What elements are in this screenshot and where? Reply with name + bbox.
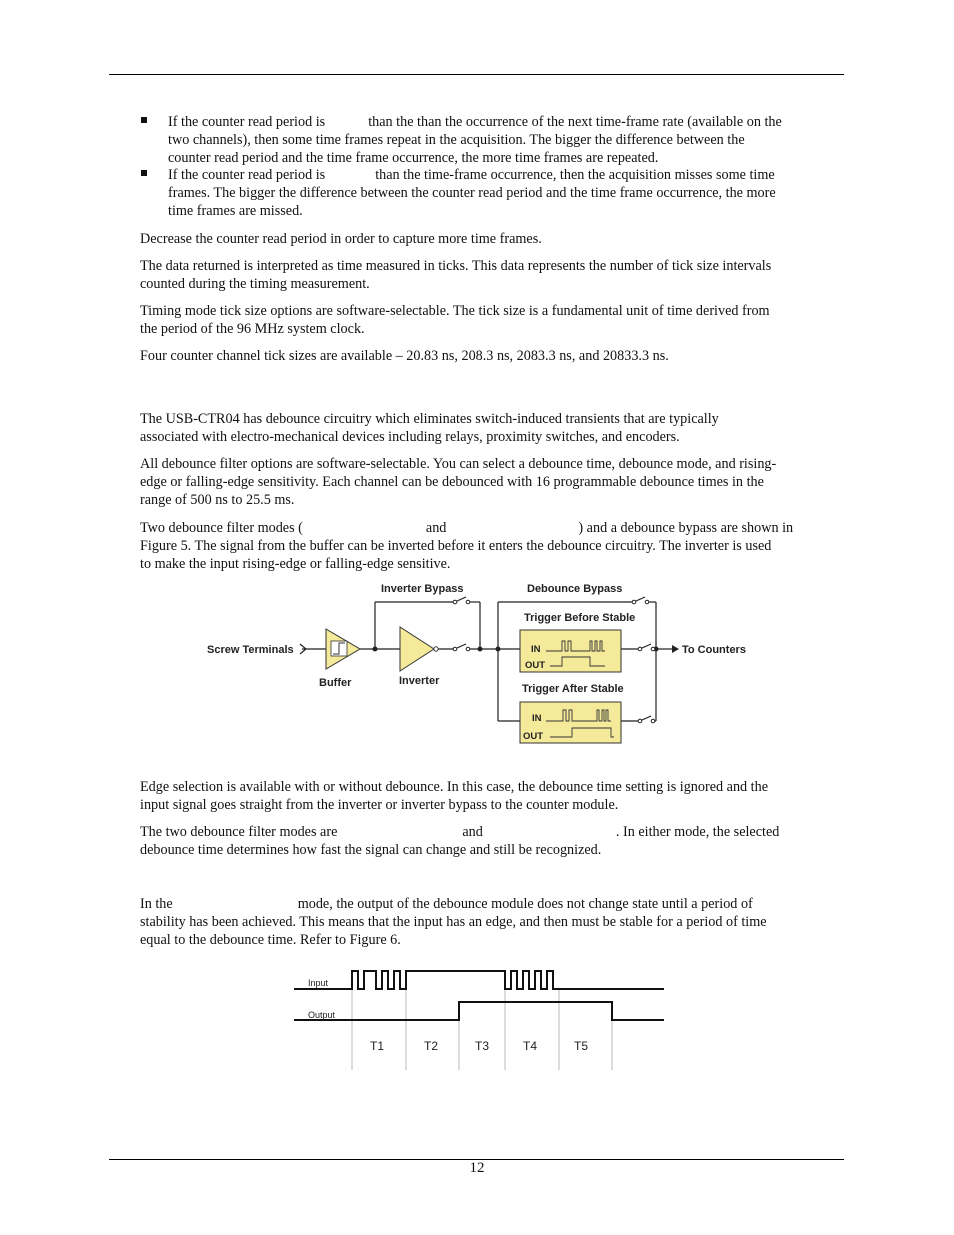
paragraph: input signal goes straight from the inverter or inverter bypass to the counter module. [140, 797, 619, 813]
paragraph: Edge selection is available with or without debounce. In this case, the debounce time setting is ignored and the [140, 779, 769, 795]
paragraph: The USB-CTR04 has debounce circuitry which eliminates switch-induced transients that are typically [140, 411, 719, 427]
bullet-marker [141, 170, 147, 176]
paragraph: equal to the debounce time. Refer to Figure 6. [140, 932, 401, 948]
paragraph: to make the input rising-edge or falling-edge sensitive. [140, 556, 451, 572]
paragraph: stability has been achieved. This means that the input has an edge, and then must be stable for a period of time [140, 914, 767, 930]
bullet-line: If the counter read period is than the than the occurrence of the next time-frame rate (available on the [168, 114, 782, 130]
debounce-block-diagram [0, 575, 954, 750]
paragraph: associated with electro-mechanical devices including relays, proximity switches, and encoders. [140, 429, 680, 445]
paragraph: counted during the timing measurement. [140, 276, 370, 292]
paragraph: Timing mode tick size options are software-selectable. The tick size is a fundamental unit of time derived from [140, 303, 770, 319]
out-label: OUT [523, 731, 544, 742]
paragraph: the period of the 96 MHz system clock. [140, 321, 365, 337]
trigger-before-stable-label: Trigger Before Stable [524, 612, 636, 624]
paragraph: edge or falling-edge sensitivity. Each channel can be debounced with 16 programmable debounce times in the [140, 474, 764, 490]
output-label: Output [308, 1010, 336, 1020]
bullet-line: If the counter read period is than the time-frame occurrence, then the acquisition misses some time [168, 167, 775, 183]
input-label: Input [308, 978, 329, 988]
timing-diagram [0, 965, 954, 1075]
inverter-label: Inverter [399, 675, 440, 687]
trigger-after-stable-label: Trigger After Stable [522, 683, 624, 695]
buffer-label: Buffer [319, 677, 352, 689]
bullet-marker [141, 117, 147, 123]
paragraph: In the mode, the output of the debounce module does not change state until a period of [140, 896, 753, 912]
paragraph: Two debounce filter modes ( and ) and a debounce bypass are shown in [140, 520, 794, 536]
in-label: IN [532, 713, 542, 724]
debounce-bypass-label: Debounce Bypass [527, 583, 623, 595]
out-label: OUT [525, 660, 546, 671]
paragraph: debounce time determines how fast the signal can change and still be recognized. [140, 842, 602, 858]
t4-label: T4 [523, 1039, 538, 1053]
screw-terminals-label: Screw Terminals [207, 644, 294, 656]
header-rule [109, 74, 844, 75]
t1-label: T1 [370, 1039, 385, 1053]
bullet-line: counter read period and the time frame occurrence, the more time frames are repeated. [168, 150, 659, 166]
paragraph: The two debounce filter modes are and . In either mode, the selected [140, 824, 780, 840]
bullet-line: frames. The bigger the difference between the counter read period and the time frame occurrence, the more [168, 185, 776, 201]
bullet-line: two channels), then some time frames repeat in the acquisition. The bigger the difference between the [168, 132, 745, 148]
paragraph: Decrease the counter read period in order to capture more time frames. [140, 231, 542, 247]
to-counters-label: To Counters [682, 644, 746, 656]
t2-label: T2 [424, 1039, 439, 1053]
paragraph: Figure 5. The signal from the buffer can be inverted before it enters the debounce circuitry. The inverter is used [140, 538, 772, 554]
paragraph: range of 500 ns to 25.5 ms. [140, 492, 295, 508]
t5-label: T5 [574, 1039, 589, 1053]
inverter-bypass-label: Inverter Bypass [381, 583, 464, 595]
paragraph: Four counter channel tick sizes are available – 20.83 ns, 208.3 ns, 2083.3 ns, and 20833.3 ns. [140, 348, 669, 364]
in-label: IN [531, 644, 541, 655]
paragraph: The data returned is interpreted as time measured in ticks. This data represents the number of tick size intervals [140, 258, 772, 274]
paragraph: All debounce filter options are software-selectable. You can select a debounce time, debounce mode, and rising- [140, 456, 777, 472]
bullet-line: time frames are missed. [168, 203, 303, 219]
t3-label: T3 [475, 1039, 490, 1053]
page-number: 12 [469, 1160, 485, 1176]
